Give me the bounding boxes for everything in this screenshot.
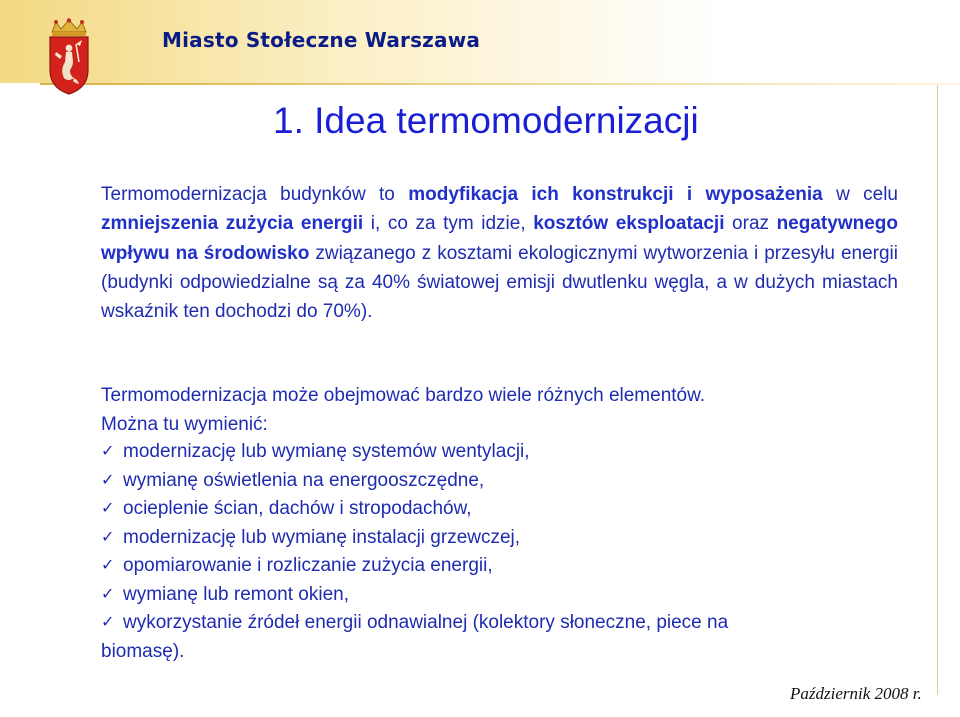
list-item bbox=[101, 552, 911, 581]
elements-intro bbox=[101, 382, 901, 439]
list-item-text: modernizację lub wymianę instalacji grzewczej, bbox=[123, 526, 521, 548]
para-text-2: w celu bbox=[822, 184, 898, 205]
para-bold-4: negatywnego wpływu na środowisko bbox=[101, 213, 898, 264]
para-text-3: i, co za tym idzie, bbox=[363, 213, 534, 235]
list-item bbox=[101, 581, 911, 610]
list-item-text-continued: biomasę). bbox=[101, 640, 185, 662]
para-text-5: związanego z kosztami ekologicznymi wytworzenia i przesyłu energii (budynki odpowiedzialne są za 40% światowej emisji dwutlenku węgla, a w dużych miastach wskaźnik ten dochodzi do 70%). bbox=[101, 242, 899, 323]
checkmark-icon: ✓ bbox=[101, 614, 115, 631]
list-item-text: ocieplenie ścian, dachów i stropodachów, bbox=[123, 498, 472, 519]
list-item bbox=[101, 609, 911, 666]
elements-checklist bbox=[101, 438, 911, 666]
para-text-4: oraz bbox=[724, 213, 777, 235]
list-item-text: modernizację lub wymianę systemów wentylacji, bbox=[123, 441, 530, 462]
checkmark-icon: ✓ bbox=[101, 471, 115, 489]
list-item bbox=[101, 495, 911, 524]
slide-title: 1. Idea termomodernizacji bbox=[273, 100, 699, 141]
checkmark-icon: ✓ bbox=[101, 500, 115, 517]
list-item bbox=[101, 438, 911, 467]
warsaw-coat-of-arms-icon bbox=[46, 18, 92, 96]
intro-line-1: Termomodernizacja może obejmować bardzo wiele różnych elementów. bbox=[101, 385, 706, 406]
checkmark-icon: ✓ bbox=[101, 557, 115, 574]
footer-date: Październik 2008 r. bbox=[790, 684, 922, 703]
list-item bbox=[101, 524, 911, 553]
right-divider bbox=[937, 85, 938, 695]
list-item-text: wymianę oświetlenia na energooszczędne, bbox=[123, 469, 485, 491]
checkmark-icon: ✓ bbox=[101, 585, 115, 603]
para-bold-1: modyfikacja ich konstrukcji i wyposażenia bbox=[408, 184, 823, 205]
list-item bbox=[101, 467, 911, 496]
para-text-1: Termomodernizacja budynków to bbox=[101, 184, 409, 205]
list-item-text: wymianę lub remont okien, bbox=[123, 583, 349, 605]
list-item-text: wykorzystanie źródeł energii odnawialnej (kolektory słoneczne, piece na bbox=[123, 612, 729, 633]
header-divider bbox=[40, 83, 960, 85]
list-item-text: opomiarowanie i rozliczanie zużycia energii, bbox=[123, 555, 493, 576]
city-name: Miasto Stołeczne Warszawa bbox=[162, 28, 481, 52]
definition-paragraph bbox=[101, 180, 898, 326]
checkmark-icon: ✓ bbox=[101, 528, 115, 546]
para-bold-3: kosztów eksploatacji bbox=[533, 213, 725, 235]
intro-line-2: Można tu wymienić: bbox=[101, 413, 268, 435]
para-bold-2: zmniejszenia zużycia energii bbox=[101, 213, 364, 235]
checkmark-icon: ✓ bbox=[101, 443, 115, 460]
